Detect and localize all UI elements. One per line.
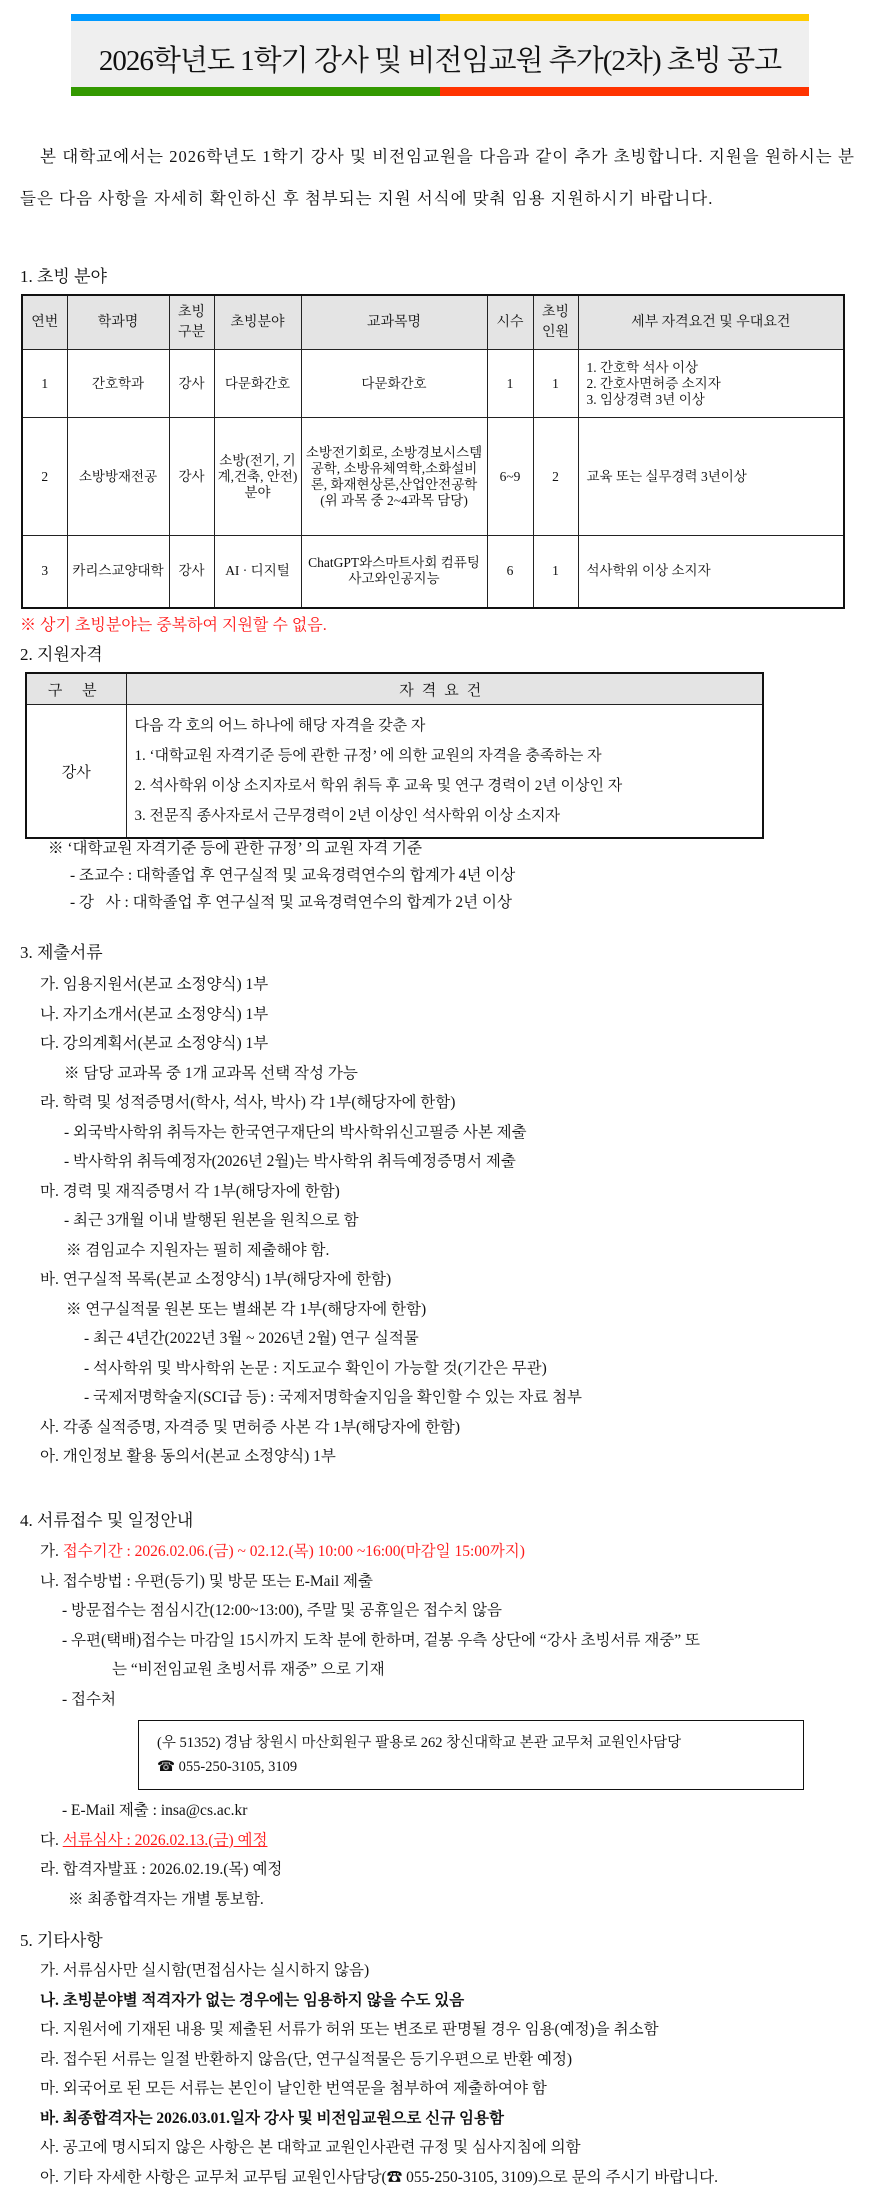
documents-list bbox=[20, 970, 860, 1472]
list-item: - 최근 3개월 이내 발행된 원본을 원칙으로 함 bbox=[20, 1206, 860, 1236]
title-banner bbox=[71, 14, 809, 96]
table-header-row bbox=[22, 295, 844, 350]
col-header: 자격요건 bbox=[126, 673, 763, 705]
qualification-notes bbox=[20, 835, 860, 916]
col-header: 초빙 구분 bbox=[169, 295, 214, 350]
list-item: - 외국박사학위 취득자는 한국연구재단의 박사학위신고필증 사본 제출 bbox=[20, 1118, 860, 1148]
list-item: 나. 자기소개서(본교 소정양식) 1부 bbox=[20, 1000, 860, 1030]
review-line bbox=[20, 1826, 860, 1856]
period-line bbox=[20, 1537, 860, 1567]
cell-requirements bbox=[578, 350, 844, 418]
req-line: 2. 간호사면허증 소지자 bbox=[587, 376, 841, 392]
col-header: 초빙분야 bbox=[214, 295, 301, 350]
item-prefix: 다. bbox=[40, 1832, 63, 1849]
stripe-blue bbox=[71, 14, 440, 21]
note-line: - 조교수 : 대학졸업 후 연구실적 및 교육경력연수의 합계가 4년 이상 bbox=[20, 862, 860, 889]
section2-heading: 2. 지원자격 bbox=[20, 640, 103, 665]
list-item: - 박사학위 취득예정자(2026년 2월)는 박사학위 취득예정증명서 제출 bbox=[20, 1147, 860, 1177]
cell-field: 다문화간호 bbox=[214, 350, 301, 418]
recruitment-table bbox=[21, 294, 845, 609]
list-item: 마. 경력 및 재직증명서 각 1부(해당자에 한함) bbox=[20, 1177, 860, 1207]
cell-count: 1 bbox=[533, 350, 578, 418]
row-label: 강사 bbox=[26, 705, 126, 839]
list-item: 가. 임용지원서(본교 소정양식) 1부 bbox=[20, 970, 860, 1000]
col-header: 세부 자격요건 및 우대요건 bbox=[578, 295, 844, 350]
list-item: - 최근 4년간(2022년 3월 ~ 2026년 2월) 연구 실적물 bbox=[20, 1324, 860, 1354]
list-item: 라. 접수된 서류는 일절 반환하지 않음(단, 연구실적물은 등기우편으로 반환 예정) bbox=[20, 2045, 860, 2075]
table-row bbox=[26, 705, 763, 839]
cell-requirements bbox=[578, 418, 844, 536]
col-header: 학과명 bbox=[67, 295, 169, 350]
other-notes-list bbox=[20, 1956, 860, 2192]
list-item: ※ 겸임교수 지원자는 필히 제출해야 함. bbox=[20, 1236, 860, 1266]
section4-heading: 4. 서류접수 및 일정안내 bbox=[20, 1506, 193, 1531]
list-item: 바. 연구실적 목록(본교 소정양식) 1부(해당자에 한함) bbox=[20, 1265, 860, 1295]
table-row bbox=[22, 418, 844, 536]
col-header: 구 분 bbox=[26, 673, 126, 705]
list-item: ※ 담당 교과목 중 1개 교과목 선택 작성 가능 bbox=[20, 1059, 860, 1089]
list-item: 라. 학력 및 성적증명서(학사, 석사, 박사) 각 1부(해당자에 한함) bbox=[20, 1088, 860, 1118]
announcement-date: 라. 합격자발표 : 2026.02.19.(목) 예정 bbox=[20, 1855, 860, 1885]
intro-paragraph: 본 대학교에서는 2026학년도 1학기 강사 및 비전임교원을 다음과 같이 추가 초빙합니다. 지원을 원하시는 분들은 다음 사항을 자세히 확인하신 후 첨부되는 지원 서식에 맞춰 임용 지원하시기 바랍니다. bbox=[20, 136, 855, 220]
col-header: 시수 bbox=[487, 295, 533, 350]
list-item: 다. 강의계획서(본교 소정양식) 1부 bbox=[20, 1029, 860, 1059]
qualification-line: 다음 각 호의 어느 하나에 해당 자격을 갖춘 자 bbox=[135, 711, 755, 741]
application-method: 나. 접수방법 : 우편(등기) 및 방문 또는 E-Mail 제출 bbox=[20, 1567, 860, 1597]
cell-no: 1 bbox=[22, 350, 67, 418]
stripe-red bbox=[440, 87, 809, 96]
list-item: 사. 각종 실적증명, 자격증 및 면허증 사본 각 1부(해당자에 한함) bbox=[20, 1413, 860, 1443]
cell-dept: 카리스교양대학 bbox=[67, 536, 169, 608]
application-period: 접수기간 : 2026.02.06.(금) ~ 02.12.(목) 10:00 ~16:00(마감일 15:00까지) bbox=[63, 1543, 525, 1560]
qualification-line: 2. 석사학위 이상 소지자로서 학위 취득 후 교육 및 연구 경력이 2년 이상인 자 bbox=[135, 771, 755, 801]
req-line: 석사학위 이상 소지자 bbox=[587, 563, 841, 579]
document-review-date: 서류심사 : 2026.02.13.(금) 예정 bbox=[63, 1832, 268, 1849]
item-prefix: 가. bbox=[40, 1543, 63, 1560]
section1-heading: 1. 초빙 분야 bbox=[20, 262, 107, 287]
list-item: 마. 외국어로 된 모든 서류는 본인이 날인한 번역문을 첨부하여 제출하여야 함 bbox=[20, 2074, 860, 2104]
qualification-table bbox=[25, 672, 764, 839]
cell-no: 3 bbox=[22, 536, 67, 608]
final-note: ※ 최종합격자는 개별 통보함. bbox=[20, 1885, 860, 1915]
cell-type: 강사 bbox=[169, 536, 214, 608]
list-item: 사. 공고에 명시되지 않은 사항은 본 대학교 교원인사관련 규정 및 심사지침에 의함 bbox=[20, 2133, 860, 2163]
table-row bbox=[22, 350, 844, 418]
qualification-line: 3. 전문직 종사자로서 근무경력이 2년 이상인 석사학위 이상 소지자 bbox=[135, 801, 755, 831]
cell-subject: 다문화간호 bbox=[301, 350, 487, 418]
duplicate-application-note: ※ 상기 초빙분야는 중복하여 지원할 수 없음. bbox=[20, 612, 327, 635]
table-header-row bbox=[26, 673, 763, 705]
cell-type: 강사 bbox=[169, 350, 214, 418]
cell-type: 강사 bbox=[169, 418, 214, 536]
cell-requirements bbox=[578, 536, 844, 608]
cell-hours: 6 bbox=[487, 536, 533, 608]
col-header: 연번 bbox=[22, 295, 67, 350]
list-item: - 방문접수는 점심시간(12:00~13:00), 주말 및 공휴일은 접수치 않음 bbox=[20, 1596, 860, 1626]
list-item: 나. 초빙분야별 적격자가 없는 경우에는 임용하지 않을 수도 있음 bbox=[20, 1986, 860, 2016]
cell-subject: 소방전기회로, 소방경보시스템공학, 소방유체역학,소화설비론, 화재현상론,산업안전공학 (위 과목 중 2~4과목 담당) bbox=[301, 418, 487, 536]
cell-no: 2 bbox=[22, 418, 67, 536]
phone-text: ☎ 055-250-3105, 3109 bbox=[157, 1755, 803, 1779]
list-item: 는 “비전임교원 초빙서류 재중” 으로 기재 bbox=[20, 1655, 860, 1685]
email-line[interactable]: - E-Mail 제출 : insa@cs.ac.kr bbox=[20, 1796, 860, 1826]
cell-hours: 6~9 bbox=[487, 418, 533, 536]
cell-count: 2 bbox=[533, 418, 578, 536]
list-item: - 석사학위 및 박사학위 논문 : 지도교수 확인이 가능할 것(기간은 무관) bbox=[20, 1354, 860, 1384]
cell-dept: 간호학과 bbox=[67, 350, 169, 418]
page-title: 2026학년도 1학기 강사 및 비전임교원 추가(2차) 초빙 공고 bbox=[71, 38, 809, 79]
col-header: 초빙 인원 bbox=[533, 295, 578, 350]
cell-field: 소방(전기, 기계,건축, 안전) 분야 bbox=[214, 418, 301, 536]
req-line: 1. 간호학 석사 이상 bbox=[587, 360, 841, 376]
table-row bbox=[22, 536, 844, 608]
cell-count: 1 bbox=[533, 536, 578, 608]
list-item: 아. 기타 자세한 사항은 교무처 교무팀 교원인사담당(☎ 055-250-3105, 3109)으로 문의 주시기 바랍니다. bbox=[20, 2163, 860, 2192]
list-item: ※ 연구실적물 원본 또는 별쇄본 각 1부(해당자에 한함) bbox=[20, 1295, 860, 1325]
list-item: - 우편(택배)접수는 마감일 15시까지 도착 분에 한하며, 겉봉 우측 상단에 “강사 초빙서류 재중” 또 bbox=[20, 1626, 860, 1656]
req-line: 3. 임상경력 3년 이상 bbox=[587, 392, 841, 408]
note-line: - 강 사 : 대학졸업 후 연구실적 및 교육경력연수의 합계가 2년 이상 bbox=[20, 889, 860, 916]
stripe-yellow bbox=[440, 14, 809, 21]
cell-subject: ChatGPT와스마트사회 컴퓨팅사고와인공지능 bbox=[301, 536, 487, 608]
req-line: 교육 또는 실무경력 3년이상 bbox=[587, 469, 841, 485]
note-line: ※ ‘대학교원 자격기준 등에 관한 규정’ 의 교원 자격 기준 bbox=[20, 835, 860, 862]
list-item: 다. 지원서에 기재된 내용 및 제출된 서류가 허위 또는 변조로 판명될 경우 임용(예정)을 취소함 bbox=[20, 2015, 860, 2045]
list-item: 가. 서류심사만 실시함(면접심사는 실시하지 않음) bbox=[20, 1956, 860, 1986]
qualification-lines bbox=[126, 705, 763, 839]
stripe-green bbox=[71, 87, 440, 96]
address-box bbox=[138, 1720, 804, 1790]
cell-field: AI · 디지털 bbox=[214, 536, 301, 608]
list-item: 바. 최종합격자는 2026.03.01.일자 강사 및 비전임교원으로 신규 임용함 bbox=[20, 2104, 860, 2134]
col-header: 교과목명 bbox=[301, 295, 487, 350]
address-text: (우 51352) 경남 창원시 마산회원구 팔용로 262 창신대학교 본관 교무처 교원인사담당 bbox=[157, 1731, 803, 1755]
section3-heading: 3. 제출서류 bbox=[20, 938, 103, 963]
cell-dept: 소방방재전공 bbox=[67, 418, 169, 536]
section5-heading: 5. 기타사항 bbox=[20, 1926, 103, 1951]
qualification-line: 1. ‘대학교원 자격기준 등에 관한 규정’ 에 의한 교원의 자격을 충족하는 자 bbox=[135, 741, 755, 771]
schedule-list bbox=[20, 1537, 860, 1914]
cell-hours: 1 bbox=[487, 350, 533, 418]
list-item: - 국제저명학술지(SCI급 등) : 국제저명학술지임을 확인할 수 있는 자료 첨부 bbox=[20, 1383, 860, 1413]
list-item: - 접수처 bbox=[20, 1685, 860, 1715]
list-item: 아. 개인정보 활용 동의서(본교 소정양식) 1부 bbox=[20, 1442, 860, 1472]
